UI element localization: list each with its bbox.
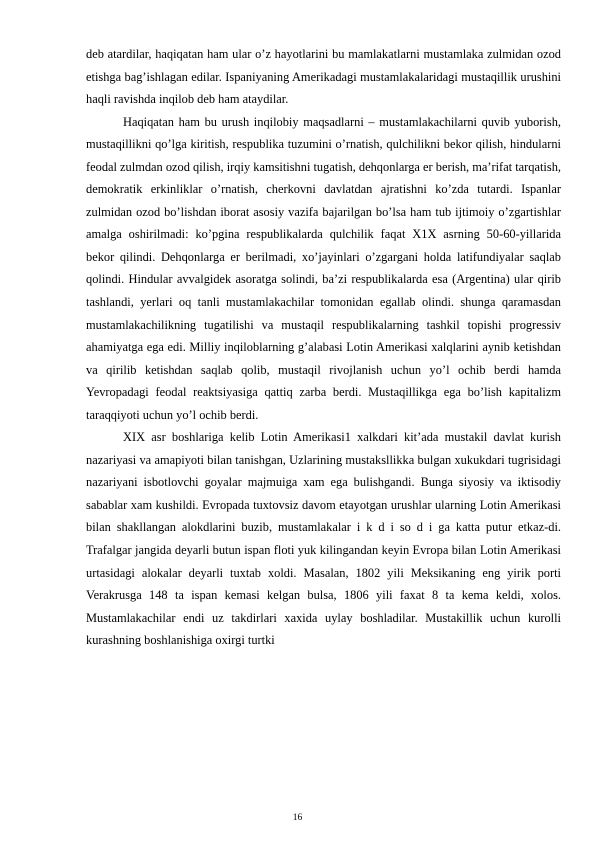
paragraph-2: Haqiqatan ham bu urush inqilobiy maqsadlarni – mustamlakachilarni quvib yuborish, mustaqillikni qo’lga kiritish, respublika tuzumini o’rnatish, qulchilikni bekor qilish, hindularni feodal zulmdan ozod qilish, irqiy kamsitishni tugatish, dehqonlarga er berish, ma’rifat tarqatish, demokratik erkinliklar o’rnatish, cherkovni davlatdan ajratishni ko’zda tutardi. Ispanlar zulmidan ozod bo’lishdan iborat asosiy vazifa bajarilgan bo’lsa ham tub ijtimoiy o’zgartishlar amalga oshirilmadi: ko’pgina respublikalarda qulchilik faqat X1X asrning 50-60-yillarida bekor qilindi. Dehqonlarga er berilmadi, xo’jayinlari o’zgargani holda latifundiyalar saqlab qolindi. Hindular avvalgidek asoratga solindi, ba’zi respublikalarda esa (Argentina) ular qirib tashlandi, yerlari oq tanli mustamlakachilar tomonidan egallab olindi. shunga qaramasdan mustamlakachilikning tugatilishi va mustaqil respublikalarning tashkil topishi progressiv ahamiyatga ega edi. Milliy inqiloblarning g’alabasi Lotin Amerikasi xalqlarini aynib ketishdan va qirilib ketishdan saqlab qolib, mustaqil rivojlanish uchun yo’l ochib berdi hamda Yevropadagi feodal reaktsiyasiga qattiq zarba berdi. Mustaqillikga ega bo’lish kapitalizm taraqqiyoti uchun yo’l ochib berdi. [86, 114, 561, 422]
paragraph-3: XIX asr boshlariga kelib Lotin Amerikasi1 xalkdari kit’ada mustakil davlat kurish nazariyasi va amapiyoti bilan tanishgan, Uzlarining mustaksllikka bulgan xukukdari tugrisidagi nazariyani isbotlovchi goyalar majmuiga xam ega bulishgandi. Bunga siyosiy va iktisodiy sabablar xam kushildi. Evropada tuxtovsiz davom etayotgan urushlar ularning Lotin Amerikasi bilan shakllangan alokdlarini buzib, mustamlakalar i k d i so d i ga katta putur etkaz-di. Trafalgar jangida deyarli butun ispan floti yuk kilingandan keyin Evropa bilan Lotin Amerikasi urtasidagi alokalar deyarli tuxtab xoldi. Masalan, 1802 yili Meksikaning eng yirik porti Verakrusga 148 ta ispan kemasi kelgan bulsa, 1806 yili faxat 8 ta kema keldi, xolos. Mustamlakachilar endi uz takdirlari xaxida uylay boshladilar. Mustakillik uchun kurolli kurashning boshlanishiga oxirgi turtki [86, 430, 561, 648]
paragraph-1: deb atardilar, haqiqatan ham ular o’z hayotlarini bu mamlakatlarni mustamlaka zulmidan ozod etishga bag’ishlagan edilar. Ispaniyaning Amerikadagi mustamlakalaridagi mustaqillik urushini haqli ravishda inqilob deb ham ataydilar. [86, 47, 561, 107]
body-text [86, 43, 561, 652]
page-number: 16 [292, 813, 303, 823]
